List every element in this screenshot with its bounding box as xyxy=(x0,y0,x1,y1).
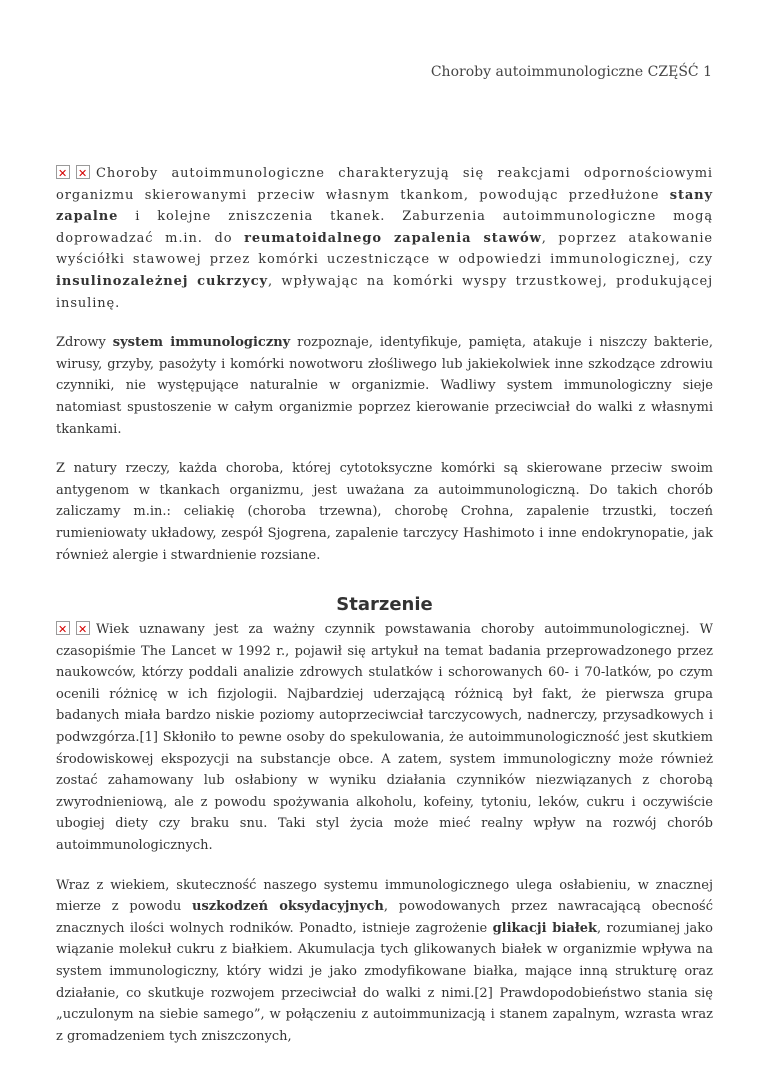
immune-system-paragraph: Zdrowy system immunologiczny rozpoznaje, identyfikuje, pamięta, atakuje i niszczy bakterie, wirusy, grzyby, pasożyty i komórki nowotworu złośliwego lub jakiekolwiek inne szkodzące zdrowiu czynniki, nie występujące naturalnie w organizmie. Wadliwy system immunologiczny sieje natomiast spustoszenie w całym organizmie poprzez kierowanie przeciwciał do walki z własnymi tkankami. xyxy=(56,335,713,437)
document-body xyxy=(56,163,713,1065)
page-header-title: Choroby autoimmunologiczne CZĘŚĆ 1 xyxy=(430,64,712,80)
section-heading-starzenie: Starzenie xyxy=(336,594,433,616)
intro-paragraph: ✕✕Choroby autoimmunologiczne charakteryzują się reakcjami odpornościowymi organizmu skierowanymi przeciw własnym tkankom, powodując przedłużone stany zapalne i kolejne zniszczenia tkanek. Zaburzenia autoimmunologiczne mogą doprowadzać m.in. do reumatoidalnego zapalenia stawów, poprzez atakowanie wyściółki stawowej przez komórki uczestniczące w odpowiedzi immunologicznej, czy insulinozależnej cukrzycy, wpływając na komórki wyspy trzustkowej, produkującej insulinę. xyxy=(56,163,713,314)
diseases-list-paragraph: Z natury rzeczy, każda choroba, której cytotoksyczne komórki są skierowane przeciw swoim antygenom w tkankach organizmu, jest uważana za autoimmunologiczną. Do takich chorób zaliczamy m.in.: celiakię (choroba trzewna), chorobę Crohna, zapalenie trzustki, toczeń rumieniowaty układowy, zespół Sjogrena, zapalenie tarczycy Hashimoto i inne endokrynopatie, jak również alergie i stwardnienie rozsiane. xyxy=(56,461,713,563)
broken-image-icon xyxy=(76,165,90,179)
broken-image-icon xyxy=(56,621,70,635)
broken-image-icon xyxy=(56,165,70,179)
oxidative-damage-paragraph: Wraz z wiekiem, skuteczność naszego systemu immunologicznego ulega osłabieniu, w znacznej mierze z powodu uszkodzeń oksydacyjnych, powodowanych przez nawracającą obecność znacznych ilości wolnych rodników. Ponadto, istnieje zagrożenie glikacji białek, rozumianej jako wiązanie molekuł cukru z białkiem. Akumulacja tych glikowanych białek w organizmie wpływa na system immunologiczny, który widzi je jako zmodyfikowane białka, mające inną strukturę oraz działanie, co skutkuje rozwojem przeciwciał do walki z nimi.[2] Prawdopodobieństwo stania się „uczulonym na siebie samego”, w połączeniu z autoimmunizacją i stanem zapalnym, wzrasta wraz z gromadzeniem tych zniszczonych, xyxy=(56,877,713,1044)
broken-image-icon xyxy=(76,621,90,635)
aging-paragraph: ✕✕Wiek uznawany jest za ważny czynnik powstawania choroby autoimmunologicznej. W czasopiśmie The Lancet w 1992 r., pojawił się artykuł na temat badania przeprowadzonego przez naukowców, którzy poddali analizie zdrowych stulatków i schorowanych 60- i 70-latków, po czym ocenili różnicę w ich fizjologii. Najbardziej uderzającą różnicą był fakt, że pierwsza grupa badanych miała bardzo niskie poziomy autoprzeciwciał tarczycowych, nadnerczy, przysadkowych i podwzgórza.[1] Skłoniło to pewne osoby do spekulowania, że autoimmunologiczność jest skutkiem środowiskowej ekspozycji na substancje obce. A zatem, system immunologiczny może również zostać zahamowany lub osłabiony w wyniku działania czynników niezwiązanych z chorobą zwyrodnieniową, ale z powodu spożywania alkoholu, kofeiny, tytoniu, leków, cukru i oczywiście ubogiej diety czy braku snu. Taki styl życia może mieć realny wpływ na rozwój chorób autoimmunologicznych. xyxy=(56,619,713,857)
